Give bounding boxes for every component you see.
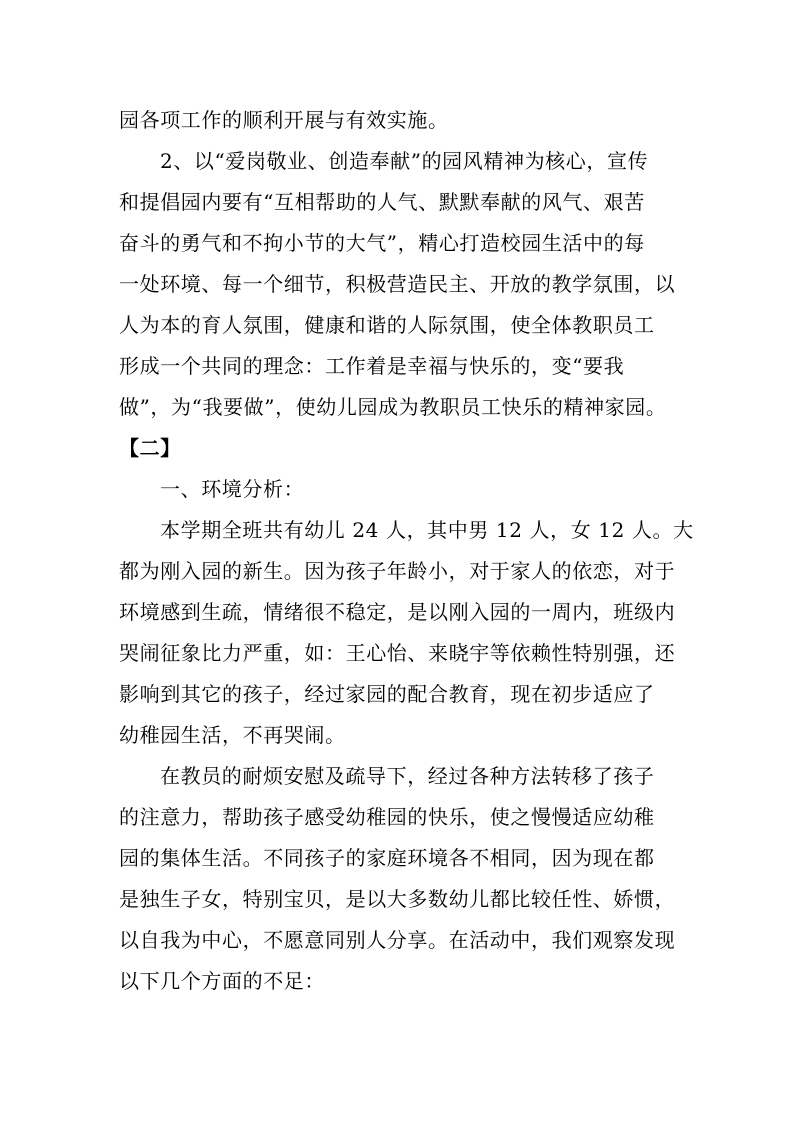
text-line-19: 园的集体生活。不同孩子的家庭环境各不相同，因为现在都 <box>119 846 655 870</box>
text-line-13: 环境感到生疏，情绪很不稳定，是以刚入园的一周内，班级内 <box>119 600 676 624</box>
text-line-8: 做”，为“我要做”，使幼儿园成为教职员工快乐的精神家园。 <box>119 395 667 419</box>
text-line-11: 本学期全班共有幼儿 24 人，其中男 12 人，女 12 人。大 <box>160 518 694 542</box>
text-line-2: 2、以“爱岗敬业、创造奉献”的园风精神为核心，宣传 <box>160 149 649 173</box>
text-line-14: 哭闹征象比力严重，如：王心怡、来晓宇等依赖性特别强，还 <box>119 641 676 665</box>
document-body <box>119 100 694 1002</box>
text-line-15: 影响到其它的孩子，经过家园的配合教育，现在初步适应了 <box>119 682 655 706</box>
text-line-20: 是独生子女，特别宝贝，是以大多数幼儿都比较任性、娇惯， <box>119 887 676 911</box>
text-line-1: 园各项工作的顺利开展与有效实施。 <box>119 108 449 132</box>
text-line-6: 人为本的育人氛围，健康和谐的人际氛围，使全体教职员工 <box>119 313 655 337</box>
text-line-3: 和提倡园内要有“互相帮助的人气、默默奉献的风气、艰苦 <box>119 190 645 214</box>
subsection-heading: 一、环境分析： <box>160 477 305 501</box>
text-line-12: 都为刚入园的新生。因为孩子年龄小，对于家人的依恋，对于 <box>119 559 676 583</box>
text-line-21: 以自我为中心，不愿意同别人分享。在活动中，我们观察发现 <box>119 928 676 952</box>
text-line-4: 奋斗的勇气和不拘小节的大气”，精心打造校园生活中的每 <box>119 231 645 255</box>
section-heading: 【二】 <box>119 436 181 460</box>
text-line-17: 在教员的耐烦安慰及疏导下，经过各种方法转移了孩子 <box>160 764 655 788</box>
text-line-16: 幼稚园生活，不再哭闹。 <box>119 723 346 747</box>
text-line-5: 一处环境、每一个细节，积极营造民主、开放的教学氛围，以 <box>119 272 676 296</box>
text-line-18: 的注意力，帮助孩子感受幼稚园的快乐，使之慢慢适应幼稚 <box>119 805 655 829</box>
text-line-22: 以下几个方面的不足： <box>119 969 325 993</box>
text-line-7: 形成一个共同的理念：工作着是幸福与快乐的，变“要我 <box>119 354 625 378</box>
